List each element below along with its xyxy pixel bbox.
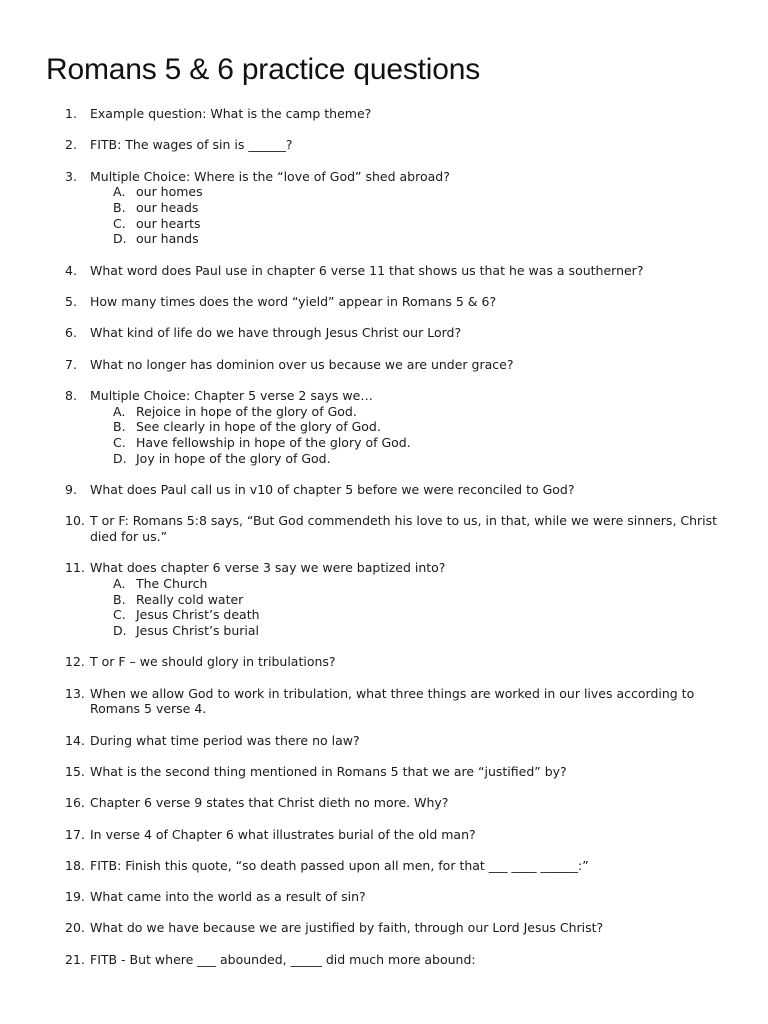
option-letter: D. [113,231,127,247]
question-text: What does Paul call us in v10 of chapter 5 before we were reconciled to God? [90,482,575,497]
question-number: 9. [65,482,77,497]
question-number: 20. [65,920,85,936]
option-letter: A. [113,184,126,200]
answer-option [90,200,728,216]
question-text: What do we have because we are justified by faith, through our Lord Jesus Christ? [90,920,604,936]
question-item [46,169,728,248]
question-item [46,686,728,717]
question-number: 8. [65,387,77,403]
question-item [46,357,728,373]
question-text: Example question: What is the camp theme? [90,106,372,121]
question-item [46,263,728,279]
question-item [46,106,728,122]
question-text: What word does Paul use in chapter 6 verse 11 that shows us that he was a southerner? [90,262,644,278]
answer-option [90,419,728,435]
question-item [46,482,728,498]
option-letter: D. [113,450,127,466]
question-number: 13. [65,685,85,701]
option-text: our hands [136,231,199,247]
option-letter: D. [113,623,127,639]
question-text: Chapter 6 verse 9 states that Christ dieth no more. Why? [90,795,449,811]
question-number: 4. [65,262,77,278]
question-text: Multiple Choice: Where is the “love of God” shed abroad? [90,168,450,184]
question-number: 16. [65,795,85,811]
option-text: our heads [136,200,199,215]
question-item [46,952,728,968]
answer-option [90,184,728,200]
question-number: 11. [65,560,85,576]
option-letter: A. [113,403,126,419]
question-number: 2. [65,137,77,153]
question-text: What kind of life do we have through Jesus Christ our Lord? [90,325,462,341]
option-text: Have fellowship in hope of the glory of God. [136,435,411,450]
option-letter: B. [113,200,126,215]
question-item [46,294,728,310]
option-letter: C. [113,435,126,450]
option-text: Really cold water [136,591,244,607]
question-text: What does chapter 6 verse 3 say we were baptized into? [90,560,446,576]
option-letter: C. [113,607,126,623]
answer-option [90,451,728,467]
question-number: 1. [65,106,77,121]
question-item [46,920,728,936]
question-number: 21. [65,951,85,967]
answer-option [90,435,728,451]
question-text: T or F – we should glory in tribulations? [90,654,336,670]
answer-option [90,607,728,623]
answer-option [90,576,728,592]
question-item [46,137,728,153]
question-list [46,106,728,967]
question-text: FITB - But where ___ abounded, _____ did much more abound: [90,951,476,967]
question-text: FITB: The wages of sin is ______? [90,137,293,153]
answer-option [90,623,728,639]
question-number: 19. [65,889,85,905]
question-number: 15. [65,764,85,779]
answer-option [90,216,728,232]
question-item [46,858,728,874]
option-text: Jesus Christ’s burial [136,623,260,639]
question-item [46,795,728,811]
option-text: Joy in hope of the glory of God. [136,450,331,466]
question-number: 6. [65,325,77,341]
question-item [46,733,728,749]
answer-option [90,231,728,247]
option-text: Jesus Christ’s death [136,607,260,623]
question-number: 10. [65,513,85,529]
question-item [46,764,728,780]
question-item [46,325,728,341]
answer-option [90,592,728,608]
question-item [46,889,728,905]
question-number: 18. [65,857,85,873]
question-text: When we allow God to work in tribulation, what three things are worked in our lives according to Romans 5 verse 4. [90,685,695,717]
question-number: 14. [65,732,85,748]
option-letter: B. [113,419,126,435]
question-text: What no longer has dominion over us because we are under grace? [90,356,514,372]
option-text: our homes [136,184,203,200]
question-text: In verse 4 of Chapter 6 what illustrates burial of the old man? [90,826,476,842]
option-text: Rejoice in hope of the glory of God. [136,403,357,419]
question-text: What came into the world as a result of sin? [90,889,366,905]
question-item [46,560,728,639]
page-title: Romans 5 & 6 practice questions [46,53,481,86]
answer-options [90,184,728,247]
answer-options [90,404,728,467]
question-text: What is the second thing mentioned in Romans 5 that we are “justified” by? [90,764,567,779]
question-text: Multiple Choice: Chapter 5 verse 2 says we… [90,387,373,403]
option-letter: A. [113,576,126,591]
question-item [46,388,728,467]
question-number: 7. [65,356,77,372]
question-text: T or F: Romans 5:8 says, “But God commendeth his love to us, in that, while we were sinners, Christ died for us.” [90,513,718,544]
question-text: How many times does the word “yield” appear in Romans 5 & 6? [90,294,497,309]
question-number: 5. [65,294,77,309]
option-text: our hearts [136,215,201,231]
question-item [46,654,728,670]
question-number: 17. [65,826,85,842]
answer-options [90,576,728,639]
question-number: 3. [65,168,77,184]
question-number: 12. [65,654,85,670]
question-text: FITB: Finish this quote, “so death passed upon all men, for that ___ ____ ______:” [90,857,589,873]
question-item [46,827,728,843]
option-letter: C. [113,215,126,231]
option-text: See clearly in hope of the glory of God. [136,419,381,435]
option-text: The Church [136,576,208,591]
answer-option [90,404,728,420]
option-letter: B. [113,591,126,607]
question-item [46,513,728,544]
question-text: During what time period was there no law? [90,732,360,748]
